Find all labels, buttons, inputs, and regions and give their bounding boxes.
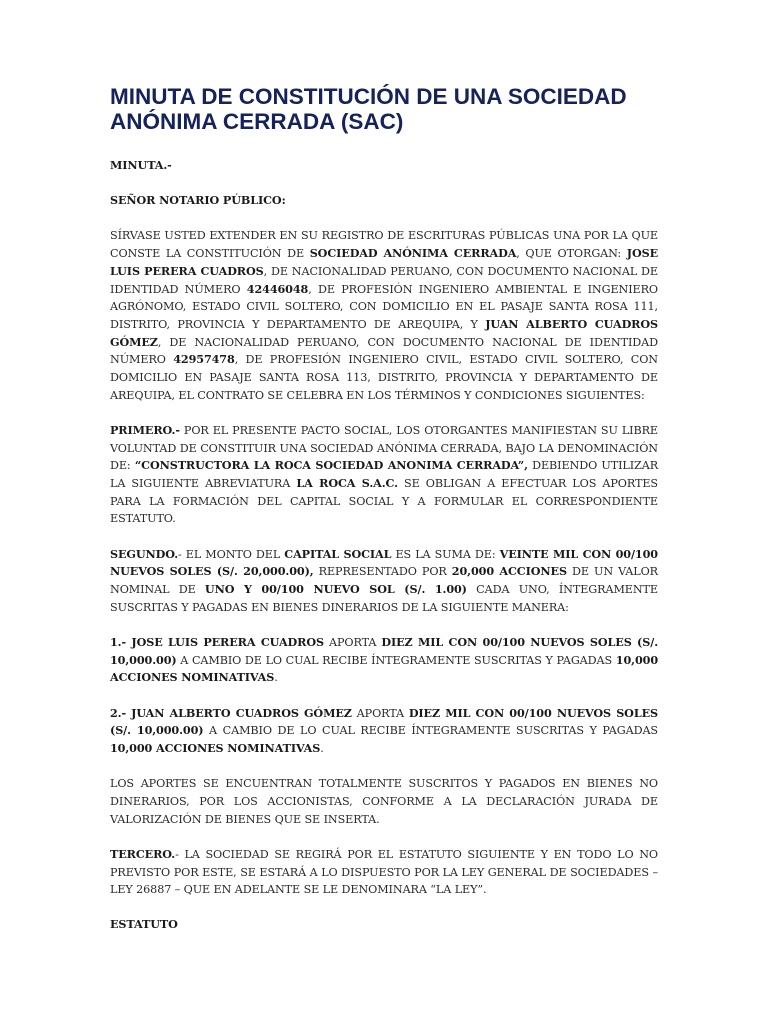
clause-text: DEBIENDO UTILIZAR LA SIGUIENTE ABREVIATURA	[110, 459, 659, 491]
clause-bold: CAPITAL SOCIAL	[284, 546, 392, 561]
minuta-heading	[110, 157, 658, 175]
clause-text: ES LA SUMA DE:	[391, 547, 500, 561]
item-text: A CAMBIO DE LO CUAL RECIBE ÍNTEGRAMENTE SUSCRITAS Y PAGADAS	[203, 724, 658, 738]
clause-bold: “CONSTRUCTORA LA ROCA SOCIEDAD ANONIMA CERRADA”,	[134, 458, 528, 473]
item-text: APORTA	[351, 706, 409, 720]
statute-heading	[110, 916, 658, 934]
clause-text: SE OBLIGAN A EFECTUAR LOS APORTES PARA LA FORMACIÓN DEL CAPITAL SOCIAL Y A FORMULAR EL CORRESPONDIENTE ESTATUTO.	[110, 477, 658, 526]
clause-primero	[110, 422, 658, 528]
intro-text: , DE NACIONALIDAD PERUANO, CON DOCUMENTO NACIONAL DE IDENTIDAD NÚMERO	[110, 264, 658, 296]
intro-bold: JOSE LUIS PERERA CUADROS	[110, 246, 658, 278]
item-text: A CAMBIO DE LO CUAL RECIBE ÍNTEGRAMENTE SUSCRITAS Y PAGADAS	[176, 653, 616, 667]
statute-label: ESTATUTO	[110, 917, 178, 932]
document-page	[110, 84, 658, 952]
clause-text: - EL MONTO DEL	[178, 547, 285, 561]
clause-text: - LA SOCIEDAD SE REGIRÁ POR EL ESTATUTO SIGUIENTE Y EN TODO LO NO PREVISTO POR ESTE, SE ESTARÁ A LO DISPUESTO POR LA LEY GENERAL DE SOCIEDADES – LEY 26887 – QUE EN ADELANTE SE LE DENOMINARA “LA LEY”.	[110, 847, 658, 897]
intro-text: , DE NACIONALIDAD PERUANO, CON DOCUMENTO NACIONAL DE IDENTIDAD NÚMERO	[110, 335, 658, 367]
contribution-item-2	[110, 705, 658, 758]
clause-text: REPRESENTADO POR	[313, 565, 452, 579]
intro-bold: 42957478	[173, 352, 235, 367]
clause-bold: VEINTE MIL CON 00/100 NUEVOS SOLES (S/. 20,000.00),	[110, 546, 658, 579]
clause-bold: TERCERO.	[110, 846, 176, 861]
item-bold: 10,000 ACCIONES NOMINATIVAS	[110, 652, 658, 685]
item-text: .	[274, 671, 278, 685]
notary-salutation-label: SEÑOR NOTARIO PÚBLICO:	[110, 193, 286, 208]
clause-tercero	[110, 846, 658, 899]
title-line-2: ANÓNIMA CERRADA (SAC)	[110, 109, 404, 134]
clause-text: POR EL PRESENTE PACTO SOCIAL, LOS OTORGANTES MANIFIESTAN SU LIBRE VOLUNTAD DE CONSTITUIR UNA SOCIEDAD ANÓNIMA CERRADA, BAJO LA DENOMINACIÓN DE:	[110, 423, 658, 473]
document-title	[110, 84, 658, 134]
clause-text: CADA UNO, ÍNTEGRAMENTE SUSCRITAS Y PAGADAS EN BIENES DINERARIOS DE LA SIGUIENTE MANERA:	[110, 583, 658, 614]
clause-bold: PRIMERO.-	[110, 422, 180, 437]
item-bold: 1.- JOSE LUIS PERERA CUADROS	[110, 634, 324, 649]
intro-text: , DE PROFESIÓN INGENIERO CIVIL, ESTADO CIVIL SOLTERO, CON DOMICILIO EN PASAJE SANTA ROSA 113, DISTRITO, PROVINCIA Y DEPARTAMENTO DE AREQUIPA, EL CONTRATO SE CELEBRA EN LOS TÉRMINOS Y CONDICIONES SIGUIENTES:	[110, 353, 658, 402]
clause-segundo	[110, 546, 658, 617]
clause-bold: UNO Y 00/100 NUEVO SOL (S/. 1.00)	[204, 582, 467, 597]
intro-text: , DE PROFESIÓN INGENIERO AMBIENTAL E INGENIERO AGRÓNOMO, ESTADO CIVIL SOLTERO, CON DOMICILIO EN EL PASAJE SANTA ROSA 111, DISTRITO, PROVINCIA Y DEPARTAMENTO DE AREQUIPA, Y	[110, 282, 658, 331]
clause-text: DE UN VALOR NOMINAL DE	[110, 565, 659, 597]
item-bold: 10,000 ACCIONES NOMINATIVAS	[110, 740, 321, 755]
intro-bold: JUAN ALBERTO CUADROS GÓMEZ	[110, 316, 659, 349]
intro-text: SÍRVASE USTED EXTENDER EN SU REGISTRO DE ESCRITURAS PÚBLICAS UNA POR LA QUE CONSTE LA CONSTITUCIÓN DE	[110, 229, 658, 261]
minuta-label: MINUTA.-	[110, 158, 172, 172]
intro-bold: SOCIEDAD ANÓNIMA CERRADA	[309, 246, 517, 261]
contribution-item-1	[110, 634, 658, 687]
item-bold: DIEZ MIL CON 00/100 NUEVOS SOLES (S/. 10,000.00)	[110, 705, 658, 738]
intro-bold: 42446048	[246, 281, 309, 296]
contributions-paragraph: LOS APORTES SE ENCUENTRAN TOTALMENTE SUSCRITOS Y PAGADOS EN BIENES NO DINERARIOS, POR LOS ACCIONISTAS, CONFORME A LA DECLARACIÓN JURADA DE VALORIZACIÓN DE BIENES QUE SE INSERTA.	[110, 777, 658, 826]
clause-bold: 20,000 ACCIONES	[451, 564, 567, 579]
item-text: APORTA	[323, 635, 382, 649]
item-bold: DIEZ MIL CON 00/100 NUEVOS SOLES (S/. 10,000.00)	[110, 634, 659, 667]
item-text: .	[320, 741, 324, 755]
intro-text: , QUE OTORGAN:	[516, 247, 627, 261]
clause-bold: SEGUNDO.	[110, 546, 179, 561]
title-line-1: MINUTA DE CONSTITUCIÓN DE UNA SOCIEDAD	[110, 84, 627, 109]
notary-salutation	[110, 192, 658, 210]
item-bold: 2.- JUAN ALBERTO CUADROS GÓMEZ	[110, 705, 352, 720]
clause-bold: LA ROCA S.A.C.	[296, 476, 398, 491]
intro-paragraph	[110, 227, 658, 404]
